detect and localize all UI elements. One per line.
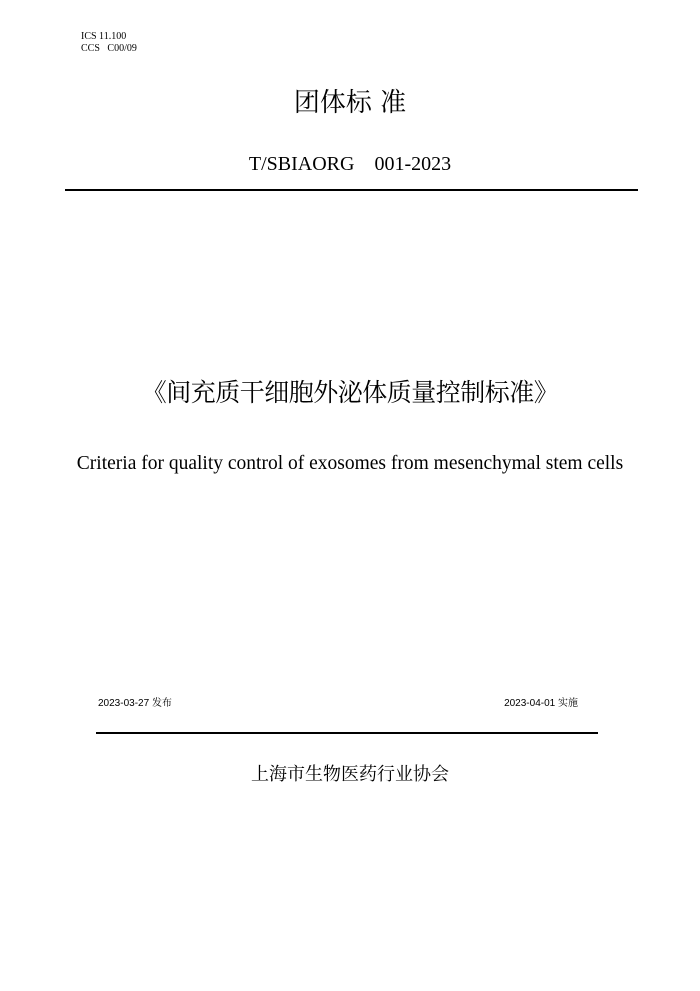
implement-date: 2023-04-01 (504, 698, 556, 709)
publish-date: 2023-03-27 (98, 698, 150, 709)
issuer-name: 上海市生物医药行业协会 (251, 764, 449, 785)
chinese-title: 《间充质干细胞外泌体质量控制标准》 (141, 378, 559, 407)
english-title: Criteria for quality control of exosomes from mesenchymal stem cells (76, 453, 624, 474)
publish-label: 发布 (151, 698, 172, 709)
ics-code: ICS 11.100 (81, 31, 127, 42)
implement-date-line (504, 698, 578, 710)
publish-date-line (98, 698, 172, 710)
footer-divider (96, 732, 598, 734)
header-divider (65, 189, 638, 191)
standard-type-heading: 团体标 准 (293, 88, 407, 118)
standard-number: T/SBIAORG 001-2023 (248, 153, 452, 175)
ccs-code: CCS C00/09 (81, 43, 137, 54)
implement-label: 实施 (558, 698, 578, 709)
